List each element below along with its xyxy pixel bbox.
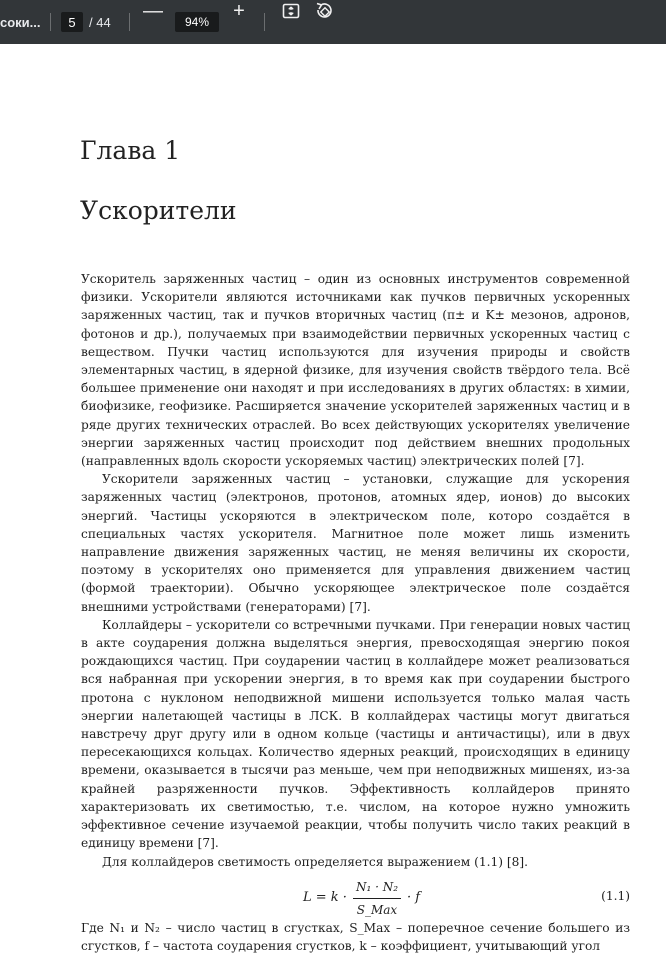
toolbar-divider <box>50 13 51 31</box>
chapter-title: Ускорители <box>80 196 237 225</box>
zoom-in-button[interactable]: + <box>233 0 245 22</box>
paragraph: Коллайдеры – ускорители со встречными пучками. При генерации новых частиц в акте соударения должна выделяться энергия, превосходящая энергию покоя рождающихся частиц. При соударении частиц в коллайдере может реализоваться вся набранная при ускорении энергия, в то время как при соударении быстрого протона с нуклоном неподвижной мишени используется только малая часть энергии налетающей частицы в ЛСК. В коллайдерах частицы могут двигаться навстречу друг другу или в одном кольце (частицы и античастицы), или в двух пересекающихся кольцах. Количество ядерных реакций, происходящих в единицу времени, оказывается в тысячи раз меньше, чем при неподвижных мишенях, из-за крайней разряженности пучков. Эффективность коллайдеров принято характеризовать их светимостью, т.е. числом, на которое нужно умножить эффективное сечение изучаемой реакции, чтобы получить число таких реакций в единицу времени [7]. <box>81 617 630 851</box>
paragraph: Ускоритель заряженных частиц – один из основных инструментов современной физики. Ускорители являются источниками как пучков первичных ускоренных заряженных частиц, так и пучков вторичных частиц (π± и K± мезонов, адронов, фотонов и др.), получаемых при взаимодействии первичных ускоренных частиц с веществом. Пучки частиц используются для изучения природы и свойств элементарных частиц, в ядерной физике, для изучения свойств твёрдого тела. Всё большее применение они находят и при исследованиях в других областях: в химии, биофизике, геофизике. Расширяется значение ускорителей заряженных частиц и в ряде других технических отраслей. Во всех действующих ускорителях увеличение энергии заряженных частиц происходит под действием внешних продольных (направленных вдоль скорости ускоряемых частиц) электрических полей [7]. <box>81 272 630 469</box>
page-number-input[interactable]: 5 <box>61 12 83 32</box>
body-text <box>81 270 630 955</box>
equation-numerator: N₁ · N₂ <box>353 878 401 899</box>
equation-number: (1.1) <box>601 888 630 903</box>
chapter-label: Глава 1 <box>80 136 181 165</box>
equation-rhs: · f <box>407 890 421 906</box>
document-page <box>0 44 666 953</box>
equation-lhs: L = k · <box>303 890 347 906</box>
paragraph: Где N₁ и N₂ – число частиц в сгустках, S_Max – поперечное сечение большего из сгустков, f – частота соударения сгустков, k – коэффициент, учитывающий угол <box>81 920 630 953</box>
toolbar-divider <box>129 13 130 31</box>
page-navigator <box>61 0 111 44</box>
paragraph: Ускорители заряженных частиц – установки, служащие для ускорения заряженных частиц (электронов, протонов, атомных ядер, ионов) до высоких энергий. Частицы ускоряются в электрическом поле, которо создаётся в специальных частях ускорителя. Магнитное поле может лишь изменить направление движения заряженных частиц, не меняя величины их скорости, поэтому в ускорителях оно применяется для управления движением частиц (формой траектории). Обычно ускоряющее электрическое поле создаётся внешними устройствами (генераторами) [7]. <box>81 472 630 614</box>
paragraph: Для коллайдеров светимость определяется выражением (1.1) [8]. <box>102 854 529 869</box>
pdf-toolbar <box>0 0 666 44</box>
document-title: соки... <box>0 14 41 30</box>
zoom-out-button[interactable]: — <box>143 0 163 22</box>
fit-to-page-icon <box>282 2 300 20</box>
fit-page-button[interactable] <box>280 0 302 22</box>
toolbar-divider <box>264 13 265 31</box>
zoom-level-input[interactable]: 94% <box>175 12 219 32</box>
equation-fraction <box>353 878 401 919</box>
rotate-button[interactable] <box>313 0 335 22</box>
rotate-icon <box>314 1 334 21</box>
page-total: / 44 <box>89 14 111 30</box>
equation-denominator: S_Max <box>356 902 398 917</box>
equation-1-1 <box>81 876 630 916</box>
